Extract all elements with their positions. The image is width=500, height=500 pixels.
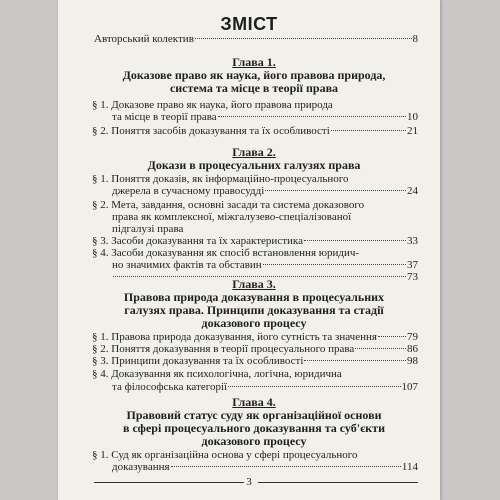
- toc-entry: [92, 355, 418, 367]
- book-page: [58, 0, 440, 500]
- toc-entry-text: та місце в теорії права: [112, 111, 217, 123]
- toc-page-number: 21: [407, 125, 418, 137]
- leader-dots: [304, 360, 406, 361]
- toc-page-number: 86: [407, 343, 418, 355]
- chapter-label: Глава 4.: [232, 395, 276, 409]
- toc-entry: [112, 259, 418, 271]
- toc-page-number: 107: [401, 381, 418, 393]
- page-title: ЗМІСТ: [220, 14, 278, 34]
- toc-entry: [92, 343, 418, 355]
- toc-entry-text: та філософська категорії: [112, 381, 228, 393]
- toc-entry: [112, 111, 418, 123]
- toc-entry-line: § 1. Доказове право як наука, його правова природа: [92, 99, 333, 111]
- toc-entry-line: § 2. Мета, завдання, основні засади та система доказового: [92, 199, 365, 211]
- toc-page-number: 37: [407, 259, 418, 271]
- leader-dots: [263, 264, 406, 265]
- leader-dots: [331, 130, 406, 131]
- toc-page-number: 8: [412, 33, 418, 45]
- chapter-title-line: Доказове право як наука, його правова природа,: [122, 68, 386, 82]
- leader-dots: [304, 240, 406, 241]
- leader-dots: [378, 336, 406, 337]
- chapter-title-line: доказового процесу: [201, 316, 307, 330]
- toc-page-number: 24: [407, 185, 418, 197]
- toc-entry-line: § 1. Поняття доказів, як інформаційно-процесуального: [92, 173, 349, 185]
- chapter-title-line: доказового процесу: [201, 434, 307, 448]
- chapter-title-line: Правовий статус суду як організаційної основи: [126, 408, 382, 422]
- toc-page-number: 98: [407, 355, 418, 367]
- chapter-heading: [88, 396, 420, 448]
- toc-entry-text: доказування: [112, 461, 170, 473]
- chapter-heading: [88, 56, 420, 95]
- toc-page-number: 10: [407, 111, 418, 123]
- chapter-title-line: галузях права. Принципи доказування та стадії: [124, 303, 384, 317]
- chapter-label: Глава 2.: [232, 145, 276, 159]
- toc-entry-line: підгалузі права: [112, 223, 184, 235]
- toc-entry-text: § 1. Правова природа доказування, його сутність та значення: [92, 331, 377, 343]
- toc-page-number: 79: [407, 331, 418, 343]
- toc-entry: [92, 331, 418, 343]
- leader-dots: [265, 190, 406, 191]
- toc-entry-text: § 3. Засоби доказування та їх характеристика: [92, 235, 303, 247]
- toc-entry: [112, 381, 418, 393]
- toc-entry-line: § 1. Суд як організаційна основа у сфері процесуального: [92, 449, 358, 461]
- footer-page-number: 3: [246, 476, 252, 488]
- toc-page-number: 114: [401, 461, 418, 473]
- toc-entry-text: § 2. Поняття доказування в теорії процесуального права: [92, 343, 355, 355]
- toc-page-number: 33: [407, 235, 418, 247]
- chapter-heading: [88, 278, 420, 330]
- toc-entry-preface: [94, 33, 418, 45]
- leader-dots: [171, 466, 401, 467]
- toc-entry-line: права як комплексної, міжгалузево-спеціалізованої: [112, 211, 352, 223]
- leader-dots: [355, 348, 406, 349]
- chapter-title-line: система та місце в теорії права: [169, 81, 339, 95]
- toc-entry-text: § 3. Принципи доказування та їх особливості: [92, 355, 304, 367]
- toc-entry: [92, 235, 418, 247]
- chapter-label: Глава 1.: [232, 55, 276, 69]
- toc-entry-text: джерела в сучасному правосудді: [112, 185, 265, 197]
- leader-dots: [218, 116, 406, 117]
- chapter-label: Глава 3.: [232, 277, 276, 291]
- toc-entry: [112, 185, 418, 197]
- chapter-title-line: Докази в процесуальних галузях права: [147, 158, 361, 172]
- chapter-heading: [88, 146, 420, 172]
- toc-entry-text: но значимих фактів та обставин: [112, 259, 262, 271]
- toc-entry-text: § 2. Поняття засобів доказування та їх особливості: [92, 125, 330, 137]
- leader-dots: [195, 38, 412, 39]
- toc-page-number: 73: [407, 271, 418, 283]
- toc-entry-line: § 4. Доказування як психологічна, логічна, юридична: [92, 368, 342, 380]
- leader-dots: [228, 386, 400, 387]
- toc-entry: [92, 125, 418, 137]
- chapter-title-line: Правова природа доказування в процесуальних: [123, 290, 385, 304]
- chapter-title-line: в сфері процесуального доказування та суб'єкти: [123, 421, 385, 435]
- toc-entry-text: Авторський колектив: [94, 33, 194, 45]
- toc-entry-line: § 4. Засоби доказування як спосіб встановлення юридич-: [92, 247, 360, 259]
- toc-entry: [112, 461, 418, 473]
